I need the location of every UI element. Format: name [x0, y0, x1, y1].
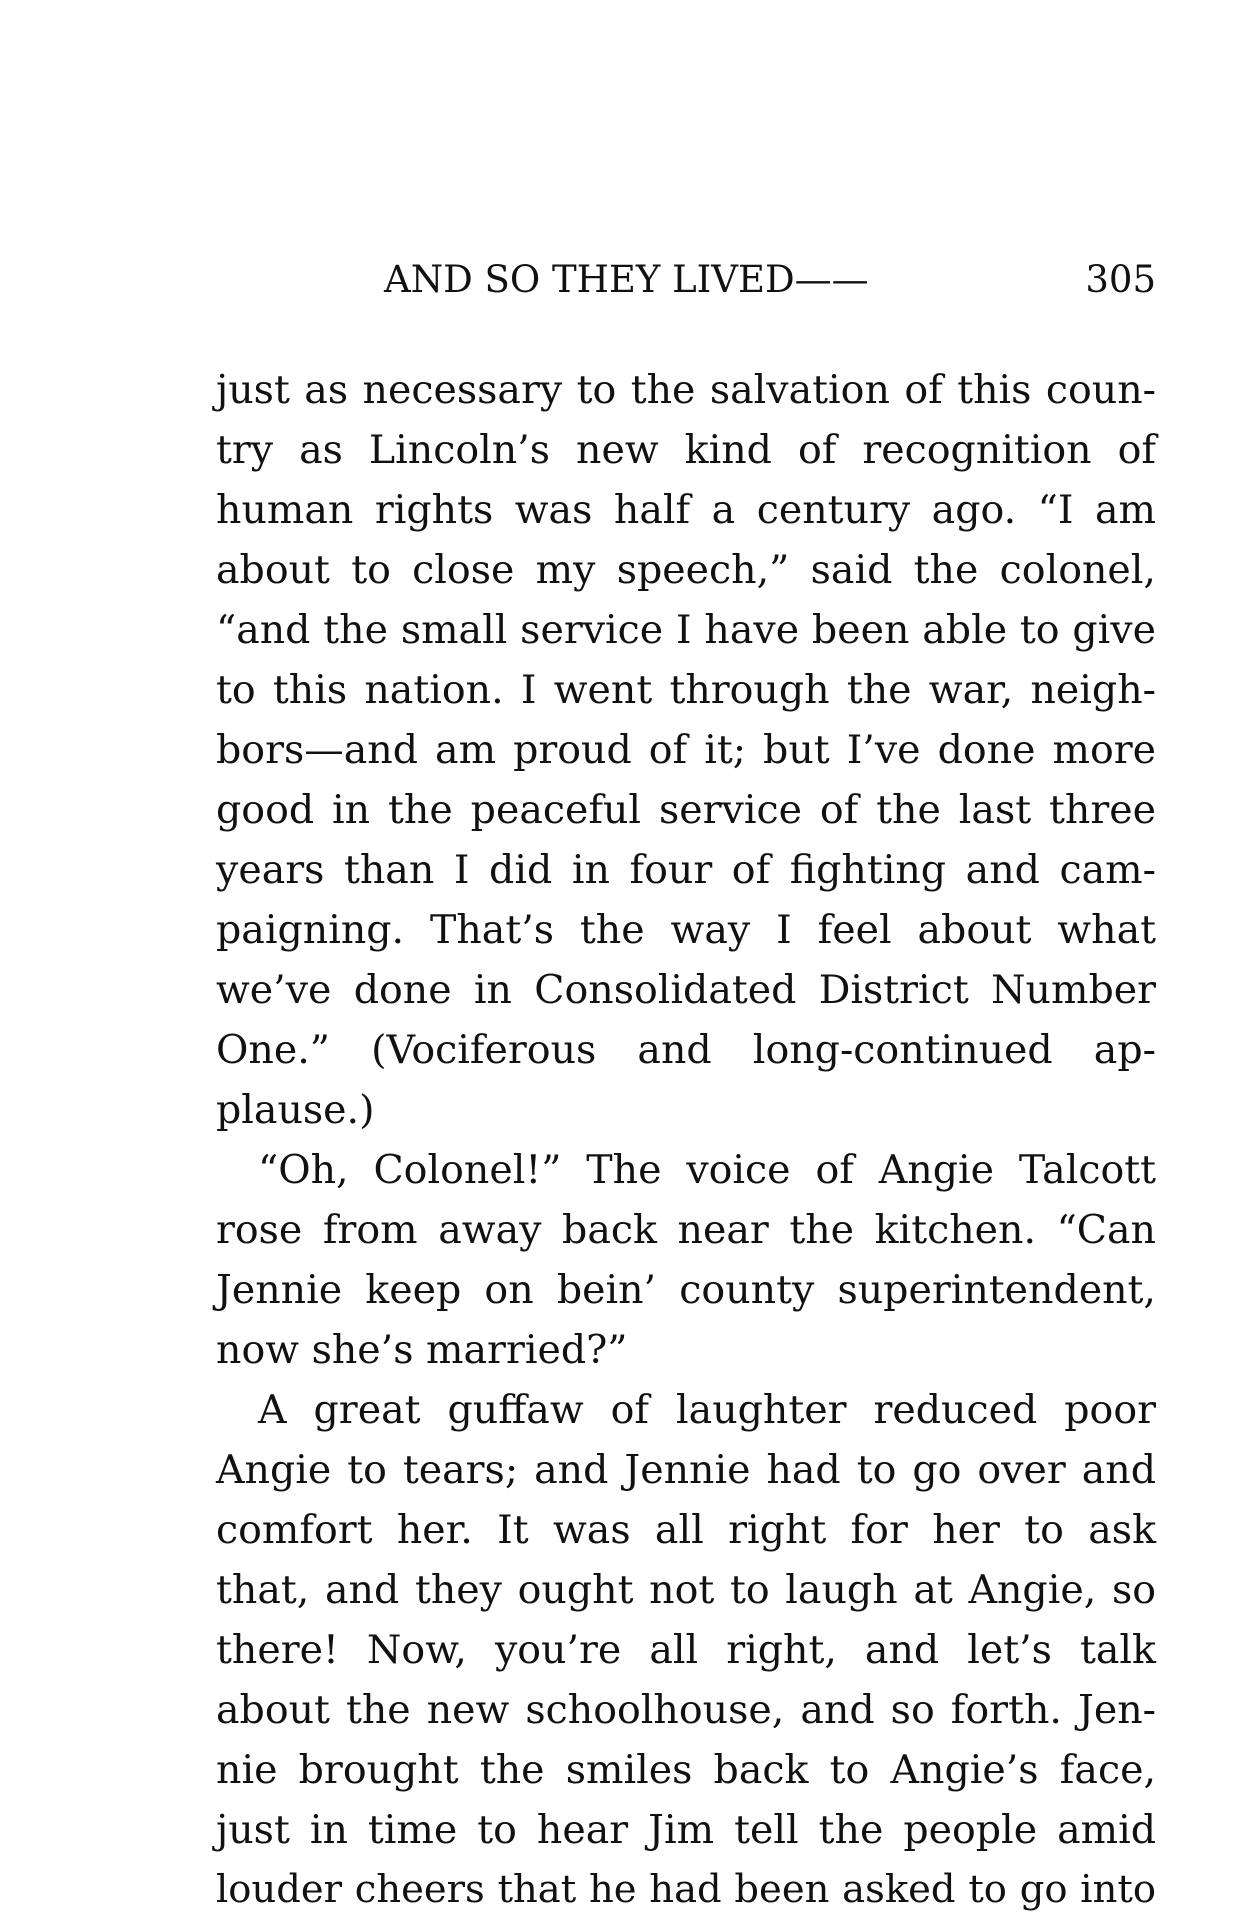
- text-line: years than I did in four of fighting and cam-: [216, 847, 1156, 893]
- text-line: human rights was half a century ago. “I am: [216, 487, 1156, 533]
- text-line: “Oh, Colonel!” The voice of Angie Talcott: [258, 1147, 1156, 1193]
- text-line: Angie to tears; and Jennie had to go over and: [216, 1447, 1156, 1493]
- text-line: to this nation. I went through the war, neigh-: [216, 667, 1156, 713]
- text-line: A great guffaw of laughter reduced poor: [258, 1387, 1156, 1433]
- text-line: paigning. That’s the way I feel about what: [216, 907, 1156, 953]
- text-line: louder cheers that he had been asked to go into: [216, 1867, 1156, 1912]
- text-line: “and the small service I have been able to give: [216, 607, 1156, 653]
- text-line: plause.): [216, 1087, 375, 1133]
- text-line: nie brought the smiles back to Angie’s face,: [216, 1747, 1156, 1793]
- text-line: we’ve done in Consolidated District Number: [216, 967, 1156, 1013]
- page-number: 305: [1085, 258, 1156, 301]
- text-line: just in time to hear Jim tell the people amid: [216, 1807, 1156, 1853]
- text-line: bors—and am proud of it; but I’ve done more: [216, 727, 1156, 773]
- text-line: about the new schoolhouse, and so forth. Jen-: [216, 1687, 1156, 1733]
- running-title: AND SO THEY LIVED——: [384, 258, 869, 301]
- book-page: [216, 0, 1156, 1929]
- body-text: [216, 360, 1156, 1920]
- text-line: that, and they ought not to laugh at Angie, so: [216, 1567, 1156, 1613]
- text-line: now she’s married?”: [216, 1327, 628, 1373]
- running-head: [216, 258, 1156, 302]
- text-line: rose from away back near the kitchen. “Can: [216, 1207, 1156, 1253]
- text-line: about to close my speech,” said the colonel,: [216, 547, 1156, 593]
- text-line: Jennie keep on bein’ county superintendent,: [216, 1267, 1156, 1313]
- text-line: comfort her. It was all right for her to ask: [216, 1507, 1156, 1553]
- text-line: One.” (Vociferous and long-continued ap-: [216, 1027, 1156, 1073]
- text-line: there! Now, you’re all right, and let’s talk: [216, 1627, 1156, 1673]
- text-line: good in the peaceful service of the last three: [216, 787, 1156, 833]
- text-line: just as necessary to the salvation of this coun-: [216, 367, 1156, 413]
- text-line: try as Lincoln’s new kind of recognition of: [216, 427, 1156, 473]
